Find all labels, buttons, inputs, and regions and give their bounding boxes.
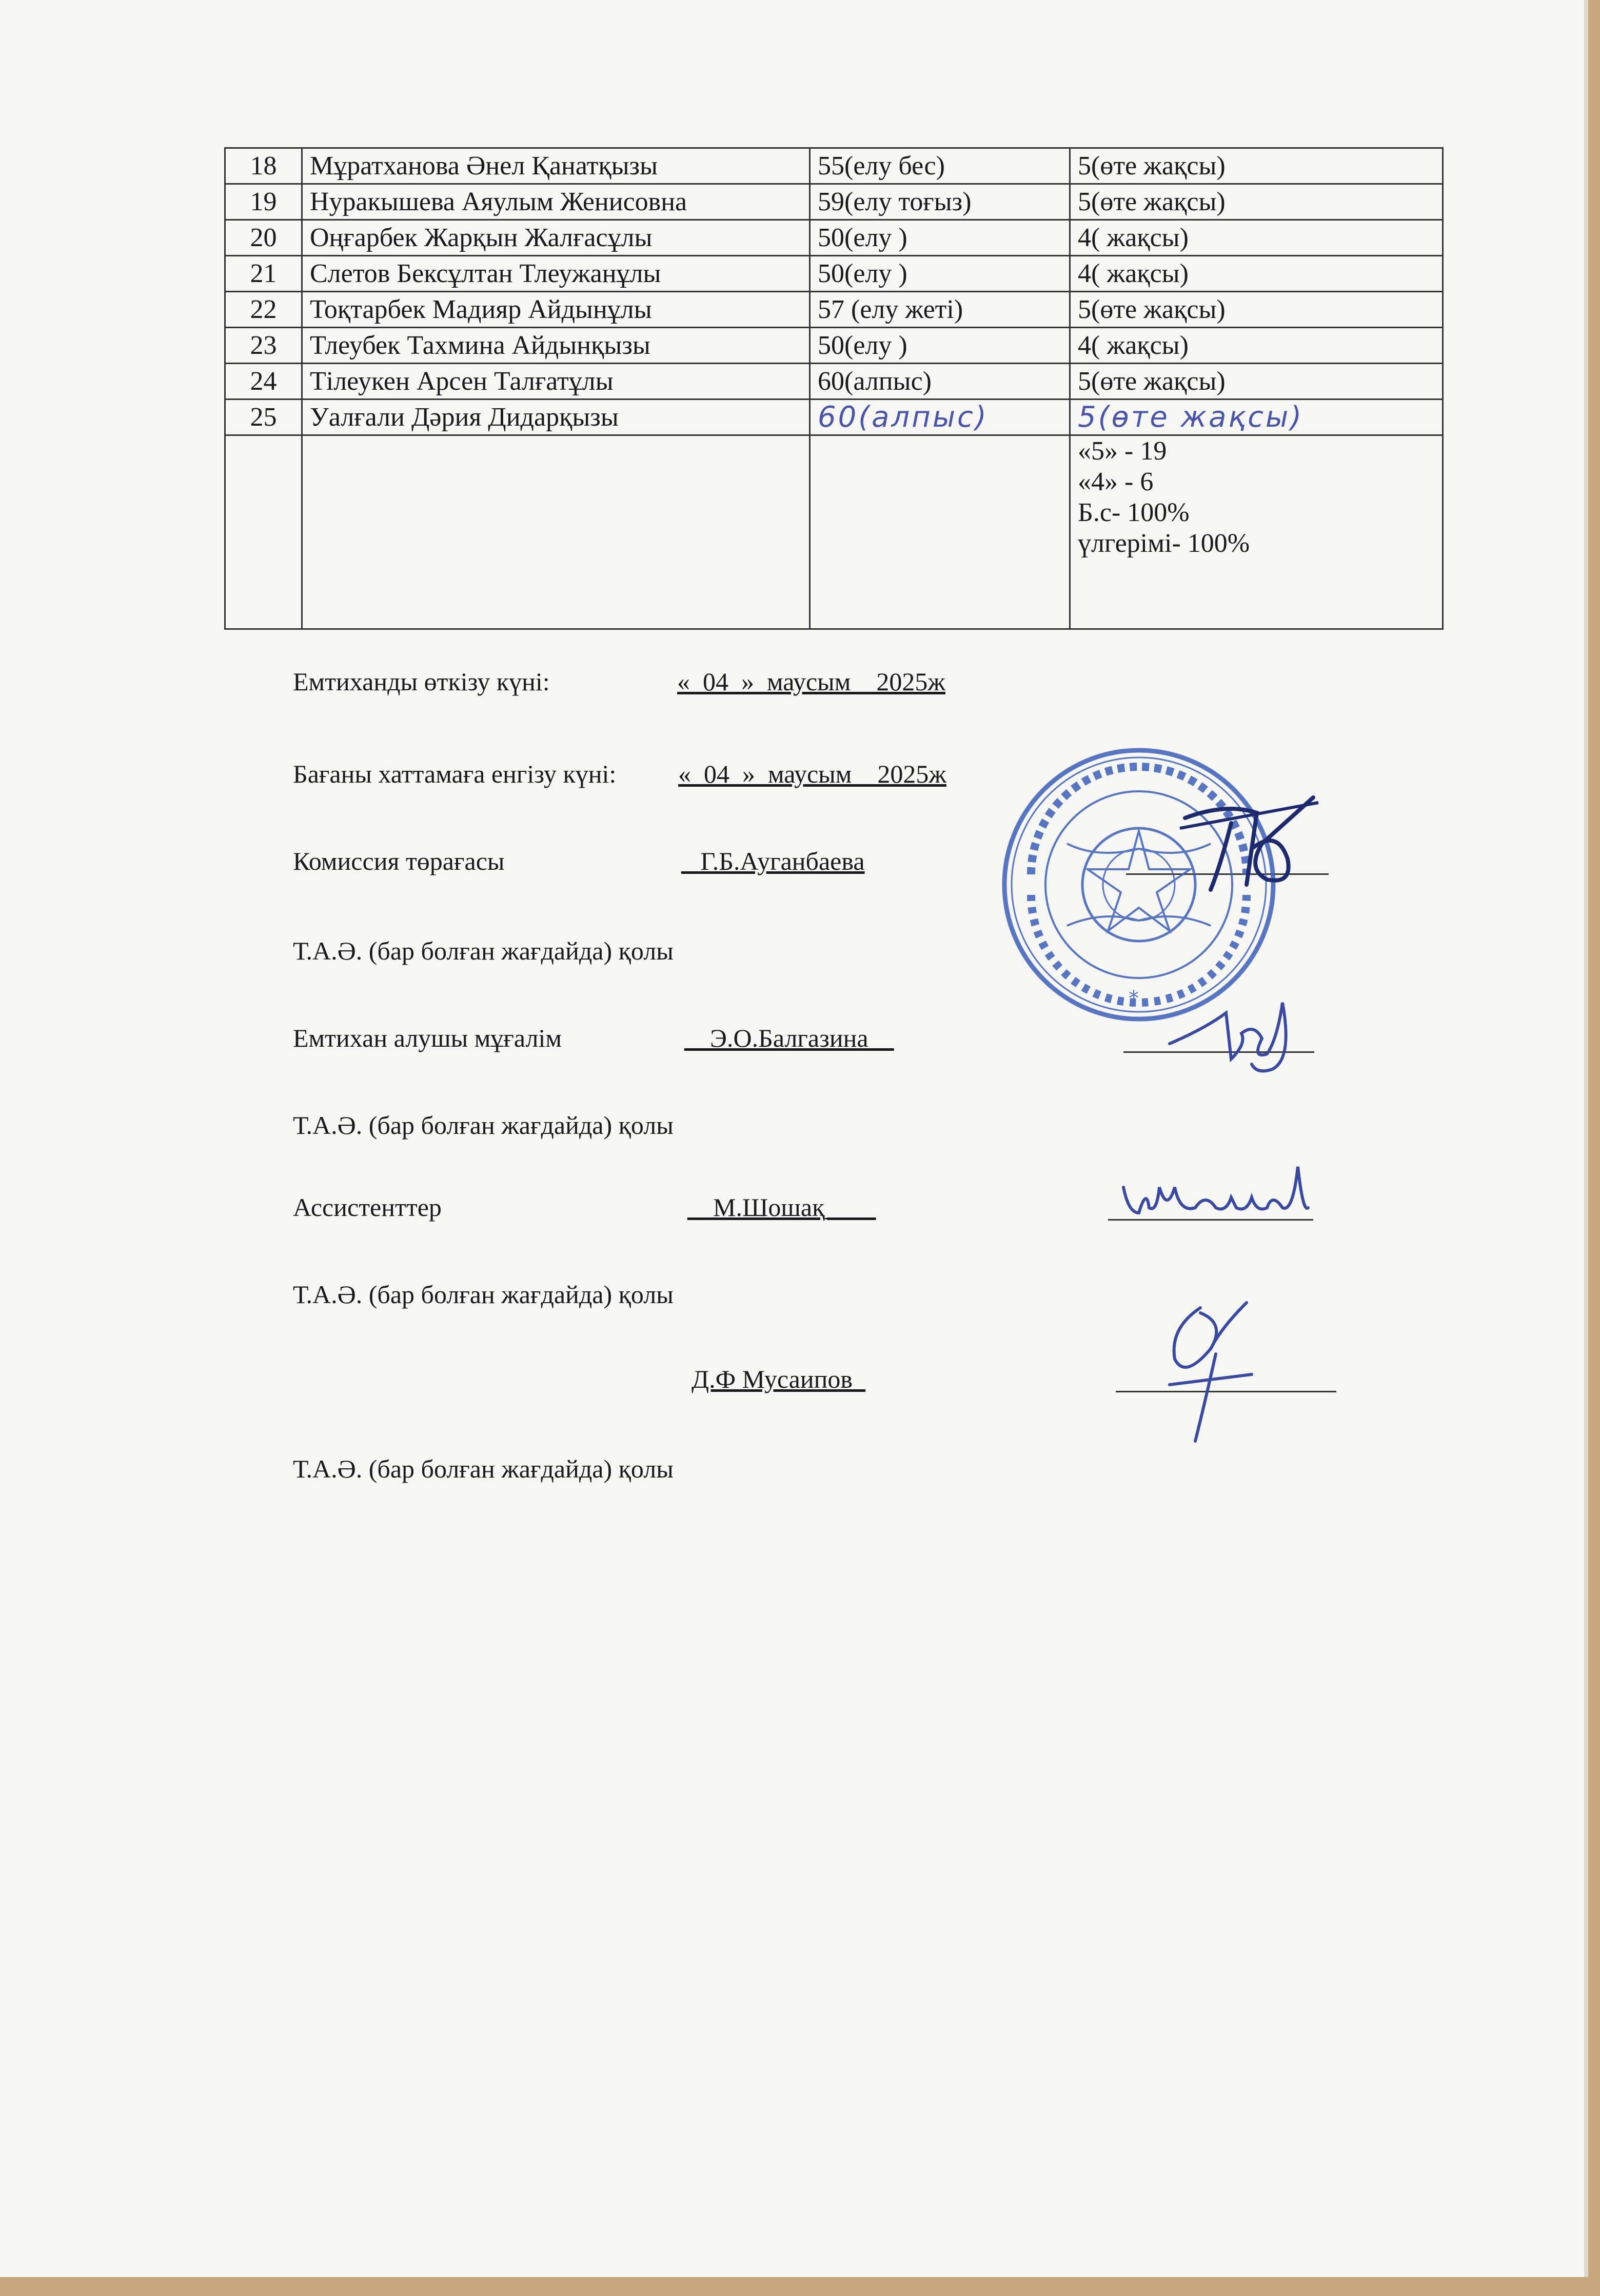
- assistant-2-signature: [1139, 1297, 1272, 1451]
- score-cell: 57 (елу жеті): [810, 292, 1070, 328]
- student-name: Мұратханова Әнел Қанатқызы: [302, 148, 810, 184]
- entry-date-value: «_04_»_маусым__2025ж: [678, 760, 946, 788]
- summary-empty-cell: [810, 435, 1070, 629]
- score-cell: 60(алпыс): [810, 400, 1070, 435]
- row-number: 24: [225, 364, 302, 400]
- summary-row: [225, 435, 1443, 629]
- student-name: Тілеукен Арсен Талғатұлы: [302, 364, 810, 400]
- assistants-label: Ассистенттер: [293, 1193, 442, 1222]
- assistant-1-signature-caption: Т.А.Ә. (бар болған жағдайда) қолы: [293, 1280, 674, 1309]
- student-name: Тлеубек Тахмина Айдынқызы: [302, 328, 810, 364]
- table-row: [225, 256, 1443, 292]
- row-number: 22: [225, 292, 302, 328]
- summary-line: «4» - 6: [1078, 467, 1154, 496]
- score-cell: 50(елу ): [810, 220, 1070, 256]
- chair-signature-caption: Т.А.Ә. (бар болған жағдайда) қолы: [293, 936, 674, 965]
- row-number: 20: [225, 220, 302, 256]
- row-number: 23: [225, 328, 302, 364]
- table-row: [225, 292, 1443, 328]
- row-number: 21: [225, 256, 302, 292]
- summary-line: Б.с- 100%: [1078, 498, 1190, 527]
- summary-line: «5» - 19: [1078, 436, 1167, 466]
- grades-table: [224, 147, 1444, 630]
- score-cell: 50(елу ): [810, 256, 1070, 292]
- summary-empty-cell: [302, 435, 810, 629]
- student-name: Тоқтарбек Мадияр Айдынұлы: [302, 292, 810, 328]
- score-cell: 59(елу тоғыз): [810, 184, 1070, 220]
- table-row: [225, 220, 1443, 256]
- table-row: [225, 364, 1443, 400]
- assistant-name-2: Д.Ф Мусаипов_: [692, 1365, 865, 1393]
- row-number: 25: [225, 400, 302, 435]
- assistant-1-signature: [1118, 1156, 1313, 1228]
- grade-cell: 4( жақсы): [1070, 220, 1443, 256]
- table-row: [225, 400, 1443, 435]
- chair-signature: [1164, 787, 1334, 905]
- score-cell: 50(елу ): [810, 328, 1070, 364]
- student-name: Слетов Бексұлтан Тлеужанұлы: [302, 256, 810, 292]
- student-name: Уалғали Дәрия Дидарқызы: [302, 400, 810, 435]
- summary-stats: [1070, 435, 1443, 629]
- row-number: 18: [225, 148, 302, 184]
- table-row: [225, 184, 1443, 220]
- teacher-signature: [1164, 982, 1298, 1085]
- summary-line: үлгерімі- 100%: [1078, 529, 1250, 558]
- score-cell: 55(елу бес): [810, 148, 1070, 184]
- teacher-signature-caption: Т.А.Ә. (бар болған жағдайда) қолы: [293, 1111, 674, 1140]
- grade-cell: 5(өте жақсы): [1070, 184, 1443, 220]
- exam-date-label: Емтиханды өткізу күні:: [293, 667, 550, 696]
- student-name: Оңғарбек Жарқын Жалғасұлы: [302, 220, 810, 256]
- grade-cell: 5(өте жақсы): [1070, 400, 1443, 435]
- summary-empty-cell: [225, 435, 302, 629]
- student-name: Нуракышева Аяулым Женисовна: [302, 184, 810, 220]
- assistant-name-1: __М.Шошақ____: [687, 1193, 876, 1222]
- assistant-2-signature-caption: Т.А.Ә. (бар болған жағдайда) қолы: [293, 1454, 674, 1483]
- teacher-label: Емтихан алушы мұғалім: [293, 1024, 562, 1052]
- svg-text:*: *: [1129, 987, 1139, 1010]
- entry-date-label: Бағаны хаттамаға енгізу күні:: [293, 760, 617, 788]
- table-row: [225, 328, 1443, 364]
- chair-name: _ Г.Б.Ауганбаева: [681, 847, 865, 875]
- grade-cell: 5(өте жақсы): [1070, 148, 1443, 184]
- teacher-name: __Э.О.Балгазина__: [684, 1024, 894, 1052]
- table-row: [225, 148, 1443, 184]
- score-cell: 60(алпыс): [810, 364, 1070, 400]
- row-number: 19: [225, 184, 302, 220]
- grade-cell: 5(өте жақсы): [1070, 364, 1443, 400]
- chair-label: Комиссия төрағасы: [293, 847, 505, 875]
- grade-cell: 5(өте жақсы): [1070, 292, 1443, 328]
- grade-cell: 4( жақсы): [1070, 328, 1443, 364]
- grade-cell: 4( жақсы): [1070, 256, 1443, 292]
- exam-date-value: «_04_»_маусым__2025ж: [677, 667, 945, 696]
